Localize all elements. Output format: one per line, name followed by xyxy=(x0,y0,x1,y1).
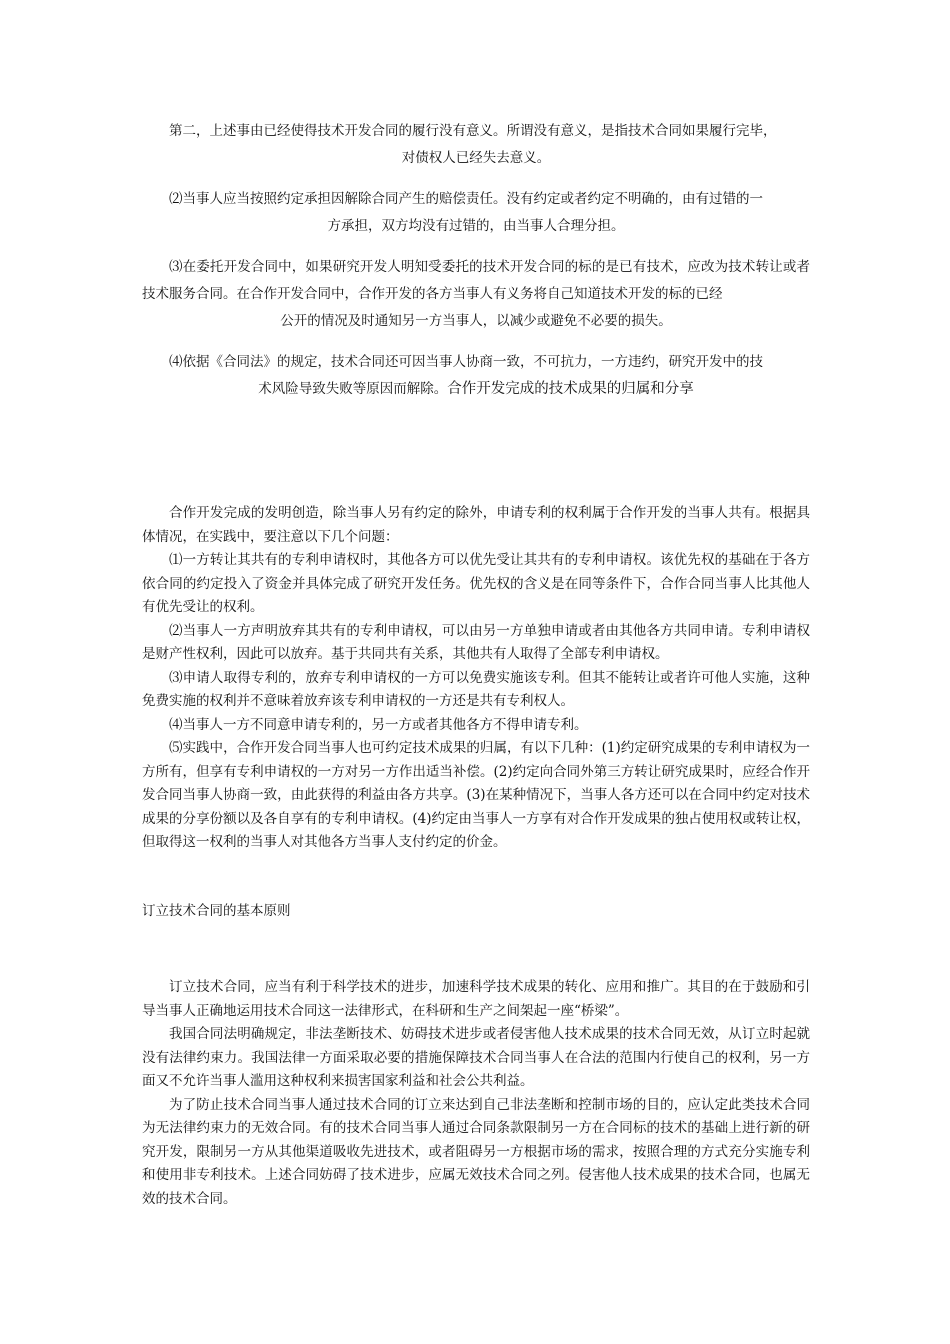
paragraph xyxy=(142,186,810,240)
paragraph-text: ⑷依据《合同法》的规定，技术合同还可因当事人协商一致，不可抗力，一方违约，研究开发中的技 xyxy=(169,354,763,370)
paragraph-last-line: 公开的情况及时通知另一方当事人，以减少或避免不必要的损失。 xyxy=(280,313,672,329)
paragraph-last-line xyxy=(142,376,810,403)
paragraph-last-line: 对债权人已经失去意义。 xyxy=(401,150,551,166)
section-heading-cooperative-development: 合作开发完成的技术成果的归属和分享 xyxy=(447,381,694,397)
paragraph: 订立技术合同，应当有利于科学技术的进步，加速科学技术成果的转化、应用和推广。其目的在于鼓励和引导当事人正确地运用技术合同这一法律形式，在科研和生产之间架起一座“桥梁”。 xyxy=(142,979,810,1019)
paragraph-last-line: 方承担，双方均没有过错的，由当事人合理分担。 xyxy=(327,218,625,234)
section-basic-principles xyxy=(142,976,810,1211)
paragraph: ⑵当事人一方声明放弃其共有的专利申请权，可以由另一方单独申请或者由其他各方共同申请。专利申请权是财产性权利，因此可以放弃。基于共同共有关系，其他共有人取得了全部专利申请权。 xyxy=(142,622,810,662)
section-contract-termination xyxy=(142,118,810,417)
paragraph xyxy=(142,254,810,335)
paragraph: 合作开发完成的发明创造，除当事人另有约定的除外，申请专利的权利属于合作开发的当事人共有。根据具体情况，在实践中，要注意以下几个问题： xyxy=(142,505,810,545)
paragraph: ⑷当事人一方不同意申请专利的，另一方或者其他各方不得申请专利。 xyxy=(169,716,588,733)
paragraph xyxy=(142,349,810,403)
paragraph-last-text: 术风险导致失败等原因而解除。 xyxy=(258,381,448,397)
paragraph xyxy=(142,118,810,172)
paragraph: ⑸实践中，合作开发合同当事人也可约定技术成果的归属，有以下几种：(1)约定研究成果的专利申请权为一方所有，但享有专利申请权的一方对另一方作出适当补偿。(2)约定向合同外第三方转让研究成果时，应经合作开发合同当事人协商一致，由此获得的利益由各方共享。(3)在某种情况下，当事人各方还可以在合同中约定对技术成果的分享份额以及各自享有的专利申请权。(4)约定由当事人一方享有对合作开发成果的独占使用权或转让权，但取得这一权利的当事人对其他各方当事人支付约定的价金。 xyxy=(142,740,810,850)
paragraph-text: ⑵当事人应当按照约定承担因解除合同产生的赔偿责任。没有约定或者约定不明确的，由有过错的一 xyxy=(169,191,763,207)
paragraph-text: ⑶在委托开发合同中，如果研究开发人明知受委托的技术开发合同的标的是已有技术，应改为技术转让或者技术服务合同。在合作开发合同中，合作开发的各方当事人有义务将自己知道技术开发的标的已经 xyxy=(142,259,810,302)
paragraph: ⑴一方转让其共有的专利申请权时，其他各方可以优先受让其共有的专利申请权。该优先权的基础在于各方依合同的约定投入了资金并具体完成了研究开发任务。优先权的含义是在同等条件下，合作合同当事人比其他人有优先受让的权利。 xyxy=(142,552,810,615)
paragraph-text: 第二，上述事由已经使得技术开发合同的履行没有意义。所谓没有意义，是指技术合同如果履行完毕， xyxy=(169,123,777,139)
paragraph: 我国合同法明确规定，非法垄断技术、妨碍技术进步或者侵害他人技术成果的技术合同无效，从订立时起就没有法律约束力。我国法律一方面采取必要的措施保障技术合同当事人在合法的范围内行使自己的权利，另一方面又不允许当事人滥用这种权利来损害国家利益和社会公共利益。 xyxy=(142,1026,810,1089)
paragraph: 为了防止技术合同当事人通过技术合同的订立来达到自己非法垄断和控制市场的目的，应认定此类技术合同为无法律约束力的无效合同。有的技术合同当事人通过合同条款限制另一方在合同标的技术的基础上进行新的研究开发，限制另一方从其他渠道吸收先进技术，或者阻碍另一方根据市场的需求，按照合理的方式充分实施专利和使用非专利技术。上述合同妨碍了技术进步，应属无效技术合同之列。侵害他人技术成果的技术合同，也属无效的技术合同。 xyxy=(142,1096,810,1207)
section-heading-basic-principles: 订立技术合同的基本原则 xyxy=(142,903,291,919)
section-cooperative-results xyxy=(142,502,810,855)
paragraph: ⑶申请人取得专利的，放弃专利申请权的一方可以免费实施该专利。但其不能转让或者许可他人实施，这种免费实施的权利并不意味着放弃该专利申请权的一方还是共有专利权人。 xyxy=(142,669,810,709)
